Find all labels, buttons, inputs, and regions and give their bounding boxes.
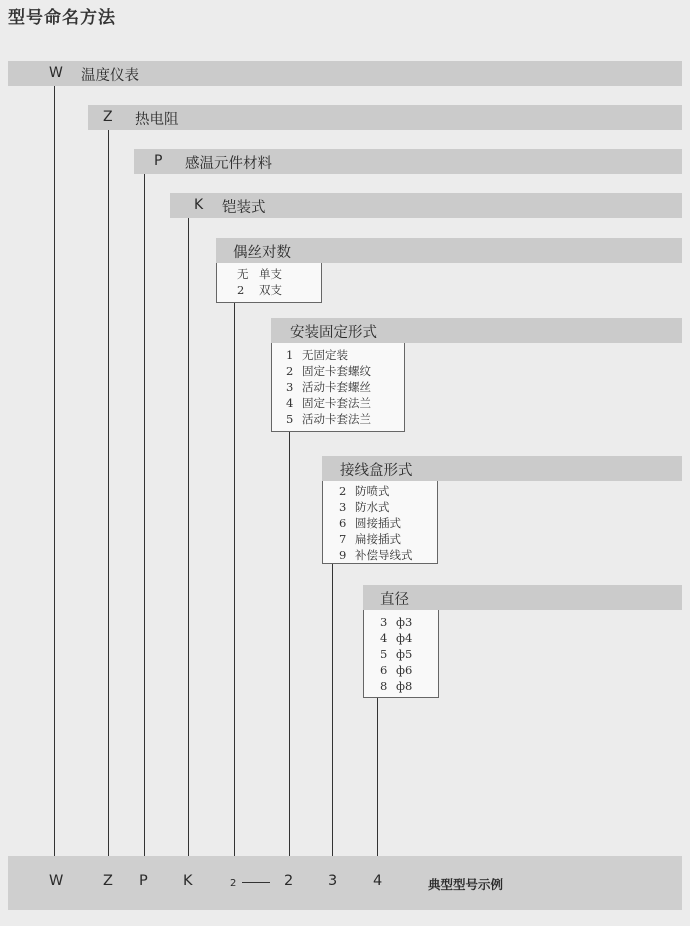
connector-line-p	[144, 174, 145, 856]
options-box-wire-pairs	[216, 263, 322, 303]
level-code: P	[154, 153, 163, 169]
example-code-z: Z	[103, 873, 113, 889]
level-label: 感温元件材料	[185, 156, 272, 172]
option-item: 5 ф5	[380, 647, 413, 661]
option-item: 无 单支	[237, 267, 282, 281]
connector-line-w	[54, 86, 55, 856]
option-item: 6 ф6	[380, 663, 413, 677]
group-bar-wire-pairs	[216, 238, 682, 263]
group-bar-mounting	[271, 318, 682, 343]
option-item: 2 固定卡套螺纹	[286, 364, 371, 378]
level-label: 热电阻	[135, 112, 179, 128]
level-label: 铠装式	[222, 200, 266, 216]
option-item: 3 ф3	[380, 615, 413, 629]
example-code-pairs: 2	[230, 878, 237, 889]
option-item: 1 无固定装	[286, 348, 348, 362]
example-separator-dash	[242, 882, 270, 883]
example-code-k: K	[183, 873, 193, 889]
group-label: 接线盒形式	[340, 463, 413, 479]
example-bar	[8, 856, 682, 910]
example-code-diameter: 4	[373, 873, 383, 889]
connector-line-junction	[332, 564, 333, 856]
option-item: 3 防水式	[339, 500, 390, 514]
connector-line-pairs	[234, 303, 235, 856]
example-code-junction: 3	[328, 873, 338, 889]
group-label: 偶丝对数	[233, 245, 291, 261]
level-label: 温度仪表	[81, 68, 139, 84]
group-label: 直径	[380, 592, 409, 608]
example-code-p: P	[139, 873, 148, 889]
level-bar-armored	[170, 193, 682, 218]
option-item: 8 ф8	[380, 679, 413, 693]
example-code-mount: 2	[284, 873, 294, 889]
level-code: Z	[103, 109, 113, 125]
example-label: 典型型号示例	[428, 877, 504, 892]
option-item: 5 活动卡套法兰	[286, 412, 371, 426]
options-box-diameter	[363, 610, 439, 698]
group-bar-junction-box	[322, 456, 682, 481]
example-code-w: W	[49, 873, 64, 889]
connector-line-k	[188, 218, 189, 856]
level-bar-sensor-material	[134, 149, 682, 174]
connector-line-diameter	[377, 698, 378, 856]
options-box-mounting	[271, 343, 405, 432]
option-item: 3 活动卡套螺丝	[286, 380, 371, 394]
option-item: 6 圆接插式	[339, 516, 401, 530]
connector-line-mount	[289, 432, 290, 856]
options-box-junction-box	[322, 481, 438, 564]
level-bar-instrument	[8, 61, 682, 86]
option-item: 4 固定卡套法兰	[286, 396, 371, 410]
group-bar-diameter	[363, 585, 682, 610]
level-code: K	[194, 197, 204, 213]
option-item: 2 防喷式	[339, 484, 390, 498]
option-item: 7 扁接插式	[339, 532, 401, 546]
connector-line-z	[108, 130, 109, 856]
level-code: W	[49, 65, 63, 81]
option-item: 2 双支	[237, 283, 282, 297]
level-bar-rtd	[88, 105, 682, 130]
group-label: 安装固定形式	[290, 325, 377, 341]
page-title: 型号命名方法	[8, 8, 116, 28]
option-item: 4 ф4	[380, 631, 413, 645]
option-item: 9 补偿导线式	[339, 548, 413, 562]
